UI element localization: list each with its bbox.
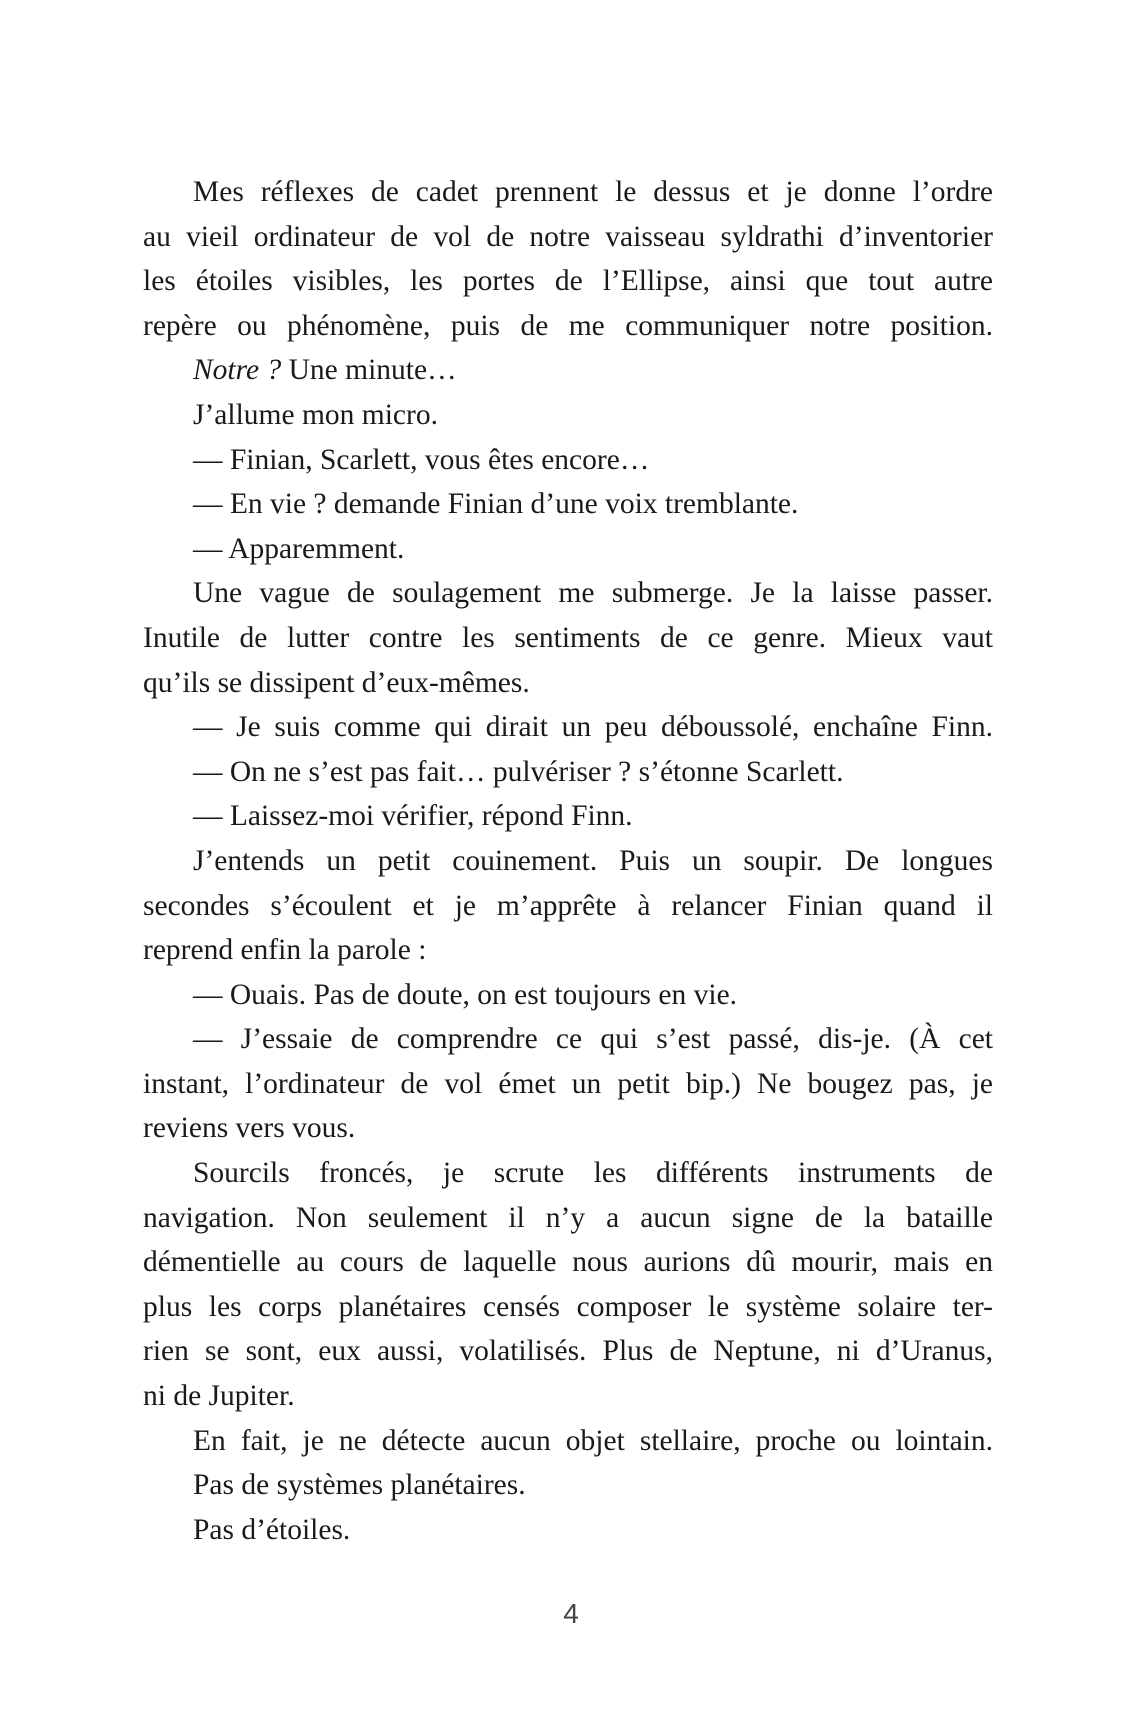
text-line: secondes s’écoulent et je m’apprête à relancer Finian quand il (143, 889, 993, 922)
text-line: J’allume mon micro. (193, 398, 438, 431)
text-line: En fait, je ne détecte aucun objet stellaire, proche ou lointain. (193, 1424, 993, 1457)
text-line: plus les corps planétaires censés composer le système solaire ter- (143, 1290, 993, 1323)
italic-text: Notre ? (193, 354, 282, 387)
text-line: démentielle au cours de laquelle nous aurions dû mourir, mais en (143, 1246, 993, 1279)
page-number: 4 (563, 1598, 579, 1629)
text-line: Inutile de lutter contre les sentiments de ce genre. Mieux vaut (143, 621, 993, 654)
text-line: les étoiles visibles, les portes de l’Ellipse, ainsi que tout autre (143, 265, 993, 298)
text-line: — Je suis comme qui dirait un peu déboussolé, enchaîne Finn. (193, 711, 993, 744)
text-line: Pas d’étoiles. (193, 1513, 351, 1546)
text-line: — Finian, Scarlett, vous êtes encore… (193, 443, 650, 476)
text-line: instant, l’ordinateur de vol émet un petit bip.) Ne bougez pas, je (143, 1067, 993, 1100)
text-line: reviens vers vous. (143, 1112, 356, 1145)
text-line: Sourcils froncés, je scrute les différents instruments de (193, 1157, 993, 1190)
body-text (143, 170, 993, 1552)
text-line (143, 348, 993, 393)
text-line: reprend enfin la parole : (143, 934, 427, 967)
text-line: — En vie ? demande Finian d’une voix tremblante. (193, 488, 799, 521)
text-line: ni de Jupiter. (143, 1380, 295, 1413)
text-line: — Laissez-moi vérifier, répond Finn. (193, 800, 633, 833)
text-line: J’entends un petit couinement. Puis un soupir. De longues (193, 844, 993, 877)
text-line: — J’essaie de comprendre ce qui s’est passé, dis-je. (À cet (193, 1023, 993, 1056)
text-line: — Ouais. Pas de doute, on est toujours en vie. (193, 978, 738, 1011)
text-line: Une vague de soulagement me submerge. Je la laisse passer. (193, 577, 993, 610)
text-line: rien se sont, eux aussi, volatilisés. Plus de Neptune, ni d’Uranus, (143, 1335, 993, 1368)
text-line: — Apparemment. (193, 532, 405, 565)
text-line: — On ne s’est pas fait… pulvériser ? s’étonne Scarlett. (193, 755, 844, 788)
text-line: au vieil ordinateur de vol de notre vaisseau syldrathi d’inventorier (143, 220, 993, 253)
text-line: Mes réflexes de cadet prennent le dessus et je donne l’ordre (193, 176, 993, 208)
text-line: Pas de systèmes planétaires. (193, 1469, 526, 1502)
text-span: Une minute… (281, 354, 457, 387)
text-line: navigation. Non seulement il n’y a aucun signe de la bataille (143, 1201, 993, 1234)
text-line: repère ou phénomène, puis de me communiquer notre position. (143, 309, 993, 342)
text-line: qu’ils se dissipent d’eux-mêmes. (143, 666, 530, 699)
